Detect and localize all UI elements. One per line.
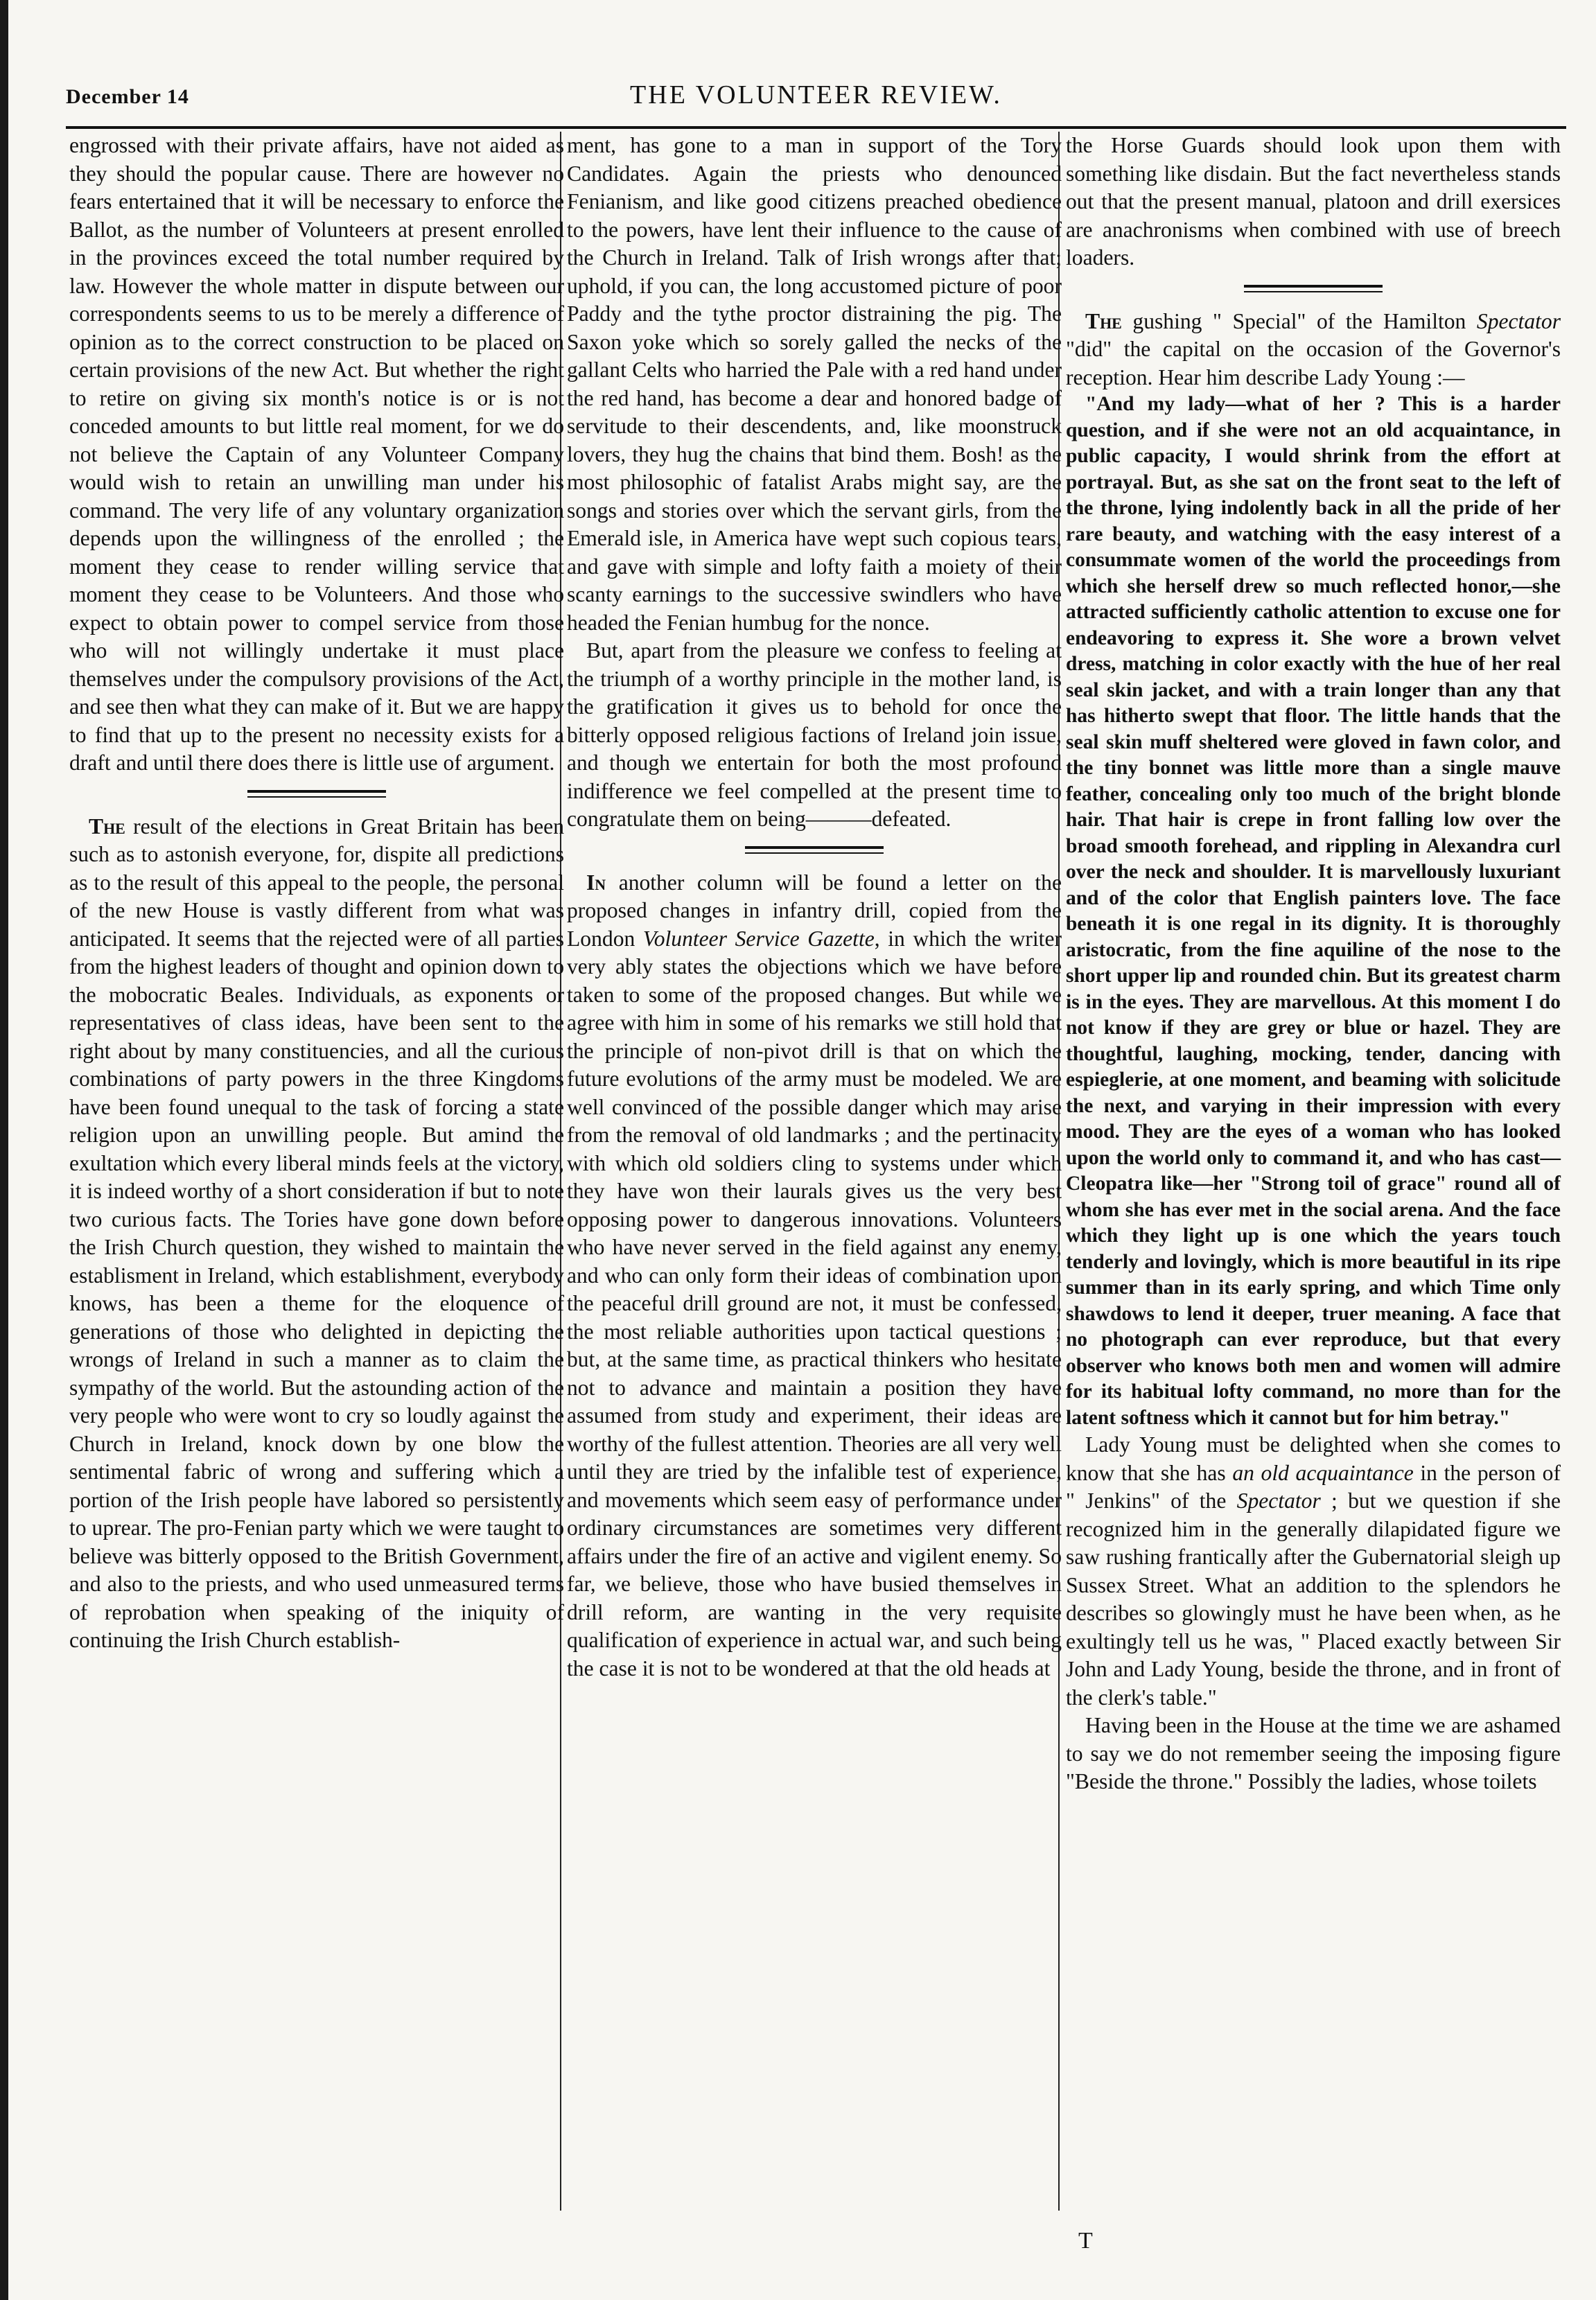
column-2-paragraph-1: ment, has gone to a man in support of the Tory Candidates. Again the priests who denounced Fenianism, and like good citizens preached obedience to the powers, have lent their influence to the cause of the Church in Ireland. Talk of Irish wrongs after that; uphold, if you can, the long accustomed picture of poor Paddy and the tythe proctor distraining the pig. The Saxon yoke which so sorely galled the necks of the gallant Celts who harried the Pale with a red hand under the red hand, has become a dear and honored badge of servitude to their descendents, and, like moonstruck lovers, they hug the chains that bind them. Bosh! as the most philosophic of fatalist Arabs might say, are the songs and stories over which the servant girls, from the Emerald isle, in America have wept such copious tears, and gave with simple and lofty faith a moiety of their scanty earnings to the successive swindlers who have headed the Fenian humbug for the nonce.: [567, 133, 1062, 635]
paragraph-text: another column will be found a letter on the proposed changes in infantry drill, copied from the London: [567, 870, 1062, 951]
column-3-paragraph-4: Having been in the House at the time we are ashamed to say we do not remember seeing the imposing figure "Beside the throne." Possibly the ladies, whose toilets: [1066, 1713, 1561, 1793]
column-1-paragraph-2: [69, 813, 564, 1655]
italic-phrase: an old acquaintance: [1232, 1460, 1414, 1485]
column-2-paragraph-2: But, apart from the pleasure we confess to feeling at the triumph of a worthy principle in the mother land, is the gratification it gives us to behold for once the bitterly opposed religious factions of Ireland join issue, and though we entertain for both the most profound indifference we feel compelled at the present time to congratulate them on being———defeated.: [567, 638, 1062, 831]
lead-word: In: [586, 870, 606, 895]
column-1: [69, 132, 564, 1655]
page-header: [66, 80, 1566, 128]
publication-title: Spectator: [1476, 308, 1561, 333]
lead-word: The: [89, 814, 125, 839]
paragraph-text: gushing " Special" of the Hamilton: [1121, 308, 1477, 333]
column-2-paragraph-3: [567, 869, 1062, 1683]
publication-title: Volunteer Service Gazette: [642, 926, 875, 951]
paragraph-text: "did" the capital on the occasion of the Governor's reception. Hear him describe Lady Young :—: [1066, 337, 1561, 389]
header-date: December 14: [66, 85, 189, 108]
publication-title: Spectator: [1236, 1489, 1321, 1513]
header-rule: [66, 126, 1566, 129]
lead-word: The: [1085, 308, 1122, 333]
section-separator: [247, 790, 386, 798]
header-title: THE VOLUNTEER REVIEW.: [630, 80, 1002, 109]
column-3-paragraph-1: the Horse Guards should look upon them with something like disdain. But the fact nevertheless stands out that the present manual, platoon and drill exersices are anachronisms when combined with use of breech loaders.: [1066, 133, 1561, 270]
signature-mark: T: [1078, 2228, 1093, 2254]
paragraph-text: in the person of " Jenkins" of the: [1066, 1460, 1561, 1513]
column-3-paragraph-2: [1066, 308, 1561, 392]
block-quote: "And my lady—what of her ? This is a harder question, and if she were not an old acquaintance, in public capacity, I would shrink from the effort at portrayal. But, as she sat on the front seat to the left of the throne, lying indolently back in all the pride of her rare beauty, and watching with the easy interest of a consummate women of the world the proceedings from which she herself drew so much reflected honor,—she attracted sufficiently catholic attention to excuse one for endeavoring to express it. She wore a brown velvet dress, matching in color exactly with the hue of her real seal skin jacket, and with a train longer than any that has hitherto swept that floor. The little hands that the seal skin muff sheltered were gloved in fawn color, and the tiny bonnet was little more than a single mauve feather, concealing only too much of the bright blonde hair. That hair is crepe in front falling low over the broad smooth forehead, and rippling in Alexandra curl over the neck and shoulder. It is marvellously luxuriant and of the color that English painters love. The face beneath it is one regal in its dignity. It is thoroughly aristocratic, from the fine aquiline of the nose to the short upper lip and rounded chin. But its greatest charm is in the eyes. They are marvellous. At this moment I do not know if they are grey or blue or hazel. They are thoughtful, laughing, mocking, tender, dancing with espieglerie, at one moment, and beaming with solicitude the next, and varying in their impression with every mood. They are the eyes of a woman who has looked upon the world only to command it, and who has cast—Cleopatra like—her "Strong toil of grace" round all of whom she has ever met in the social arena. And the face which they light up is one which the years touch tenderly and lovingly, which is more beautiful in its ripe summer than in its early spring, and which Time only shawdows to lend it deeper, truer meaning. A face that no photograph can ever reproduce, but that every observer who knows both men and women will admire for its habitual lofty command, no more than for the latent softness which it cannot but for him betray.": [1066, 393, 1561, 1429]
section-separator: [745, 846, 884, 854]
column-3-paragraph-3: [1066, 1431, 1561, 1712]
paragraph-text: result of the elections in Great Britain has been such as to astonish everyone, for, dispite all predictions as to the result of this appeal to the people, the personal of the new House is vastly different from what was anticipated. It seems that the rejected were of all parties from the highest leaders of thought and opinion down to the mobocratic Beales. Individuals, as exponents or representatives of class ideas, have been sent to the right about by many constituencies, and all the curious combinations of party powers in the three Kingdoms have been found unequal to the task of forcing a state religion upon an unwilling people. But amind the exultation which every liberal minds feels at the victory, it is indeed worthy of a short consideration if but to note two curious facts. The Tories have gone down before the Irish Church question, they wished to maintain the establisment in Ireland, which establishment, everybody knows, has been a theme for the eloquence of generations of those who delighted in depicting the wrongs of Ireland in such a manner as to claim the sympathy of the world. But the astounding action of the very people who were wont to cry so loudly against the Church in Ireland, knock down by one blow the sentimental fabric of wrong and suffering which a portion of the Irish people have labored so persistently to uprear. The pro-Fenian party which we were taught to believe was bitterly opposed to the British Government, and also to the priests, and who used unmeasured terms of reprobation when speaking of the iniquity of continuing the Irish Church establish-: [69, 814, 564, 1652]
page-binding-edge: [0, 0, 8, 2300]
section-separator: [1244, 285, 1383, 292]
paragraph-text: Lady Young must be delighted when she comes to know that she has: [1066, 1432, 1561, 1485]
paragraph-text: ; but we question if she recognized him in the generally dilapidated figure we saw rushing frantically after the Gubernatorial sleigh up Sussex Street. What an addition to the splendors he describes so glowingly must he have been when, as he exultingly tell us he was, " Placed exactly between Sir John and Lady Young, beside the throne, and in front of the clerk's table.": [1066, 1489, 1561, 1710]
column-1-paragraph-1: engrossed with their private affairs, have not aided as they should the popular cause. There are however no fears entertained that it will be necessary to enforce the Ballot, as the number of Volunteers at present enrolled in the provinces exceed the total number required by law. However the whole matter in dispute between our correspondents seems to us to be merely a difference of opinion as to the correct construction to be placed on certain provisions of the new Act. But whether the right to retire on giving six month's notice is or is not conceded amounts to but little real moment, for we do not believe the Captain of any Volunteer Company would wish to retain an unwilling man under his command. The very life of any voluntary organization depends upon the willingness of the enrolled ; the moment they cease to render willing service that moment they cease to be Volunteers. And those who expect to obtain power to compel service from those who will not willingly undertake it must place themselves under the compulsory provisions of the Act, and see then what they can make of it. But we are happy to find that up to the present no necessity exists for a draft and until there does there is little use of argument.: [69, 133, 564, 775]
paragraph-text: , in which the writer very ably states the objections which we have before taken to some of the proposed changes. But while we agree with him in some of his remarks we still hold that the principle of non-pivot drill is that on which the future evolutions of the army must be modeled. We are well convinced of the possible danger which may arise from the removal of old landmarks ; and the pertinacity with which old soldiers cling to systems under which they have won their laurals gives us the very best opposing power to dangerous innovations. Volunteers who have never served in the field against any enemy, and who can only form their ideas of combination upon the peaceful drill ground are not, it must be confessed, the most reliable authorities upon tactical questions ; but, at the same time, as practical thinkers who hesitate not to advance and maintain a position they have assumed from study and experiment, their ideas are worthy of the fullest attention. Theories are all very well until they are tried by the infalible test of experience, and movements which seem easy of performance under ordinary circumstances are sometimes very different affairs under the fire of an active and vigilent enemy. So far, we believe, those who have busied themselves in drill reform, are wanting in the very requisite qualification of experience in actual war, and such being the case it is not to be wondered at that the old heads at: [567, 926, 1062, 1680]
column-2: [567, 132, 1062, 1683]
column-3: [1066, 132, 1561, 1796]
